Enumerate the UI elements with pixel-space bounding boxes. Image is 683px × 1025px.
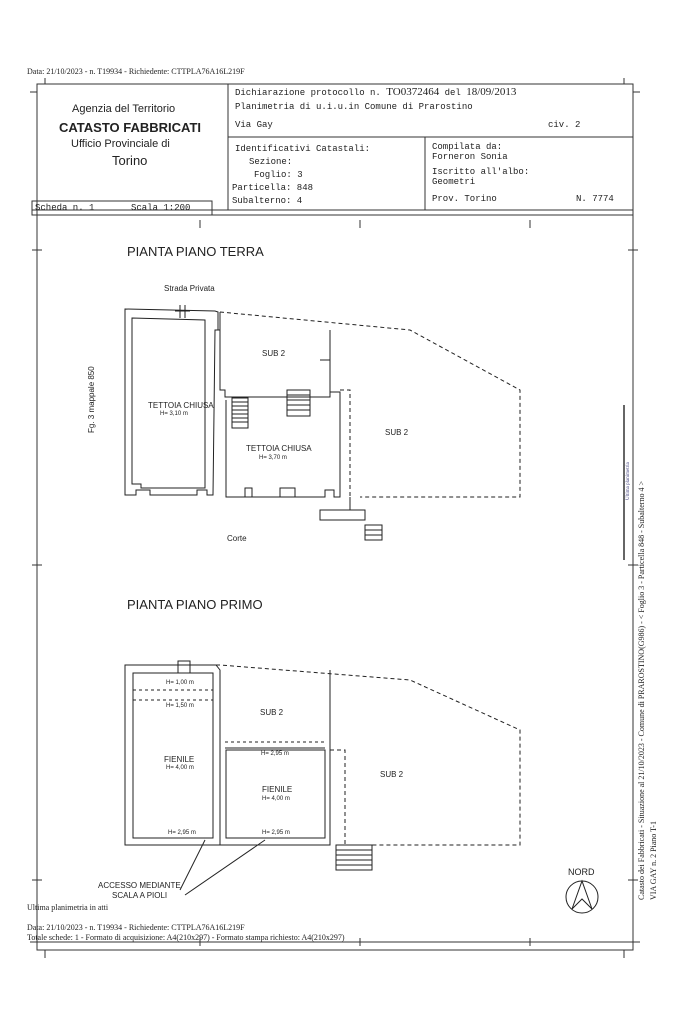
header-request-line: Data: 21/10/2023 - n. T19934 - Richiedente: CTTPLA76A16L219F [27, 67, 245, 76]
footer-totale: Totale schede: 1 - Formato di acquisizione: A4(210x297) - Formato stampa richiesto: A4(210x297) [27, 933, 345, 942]
tettoia-1-height: H= 3,10 m [160, 411, 188, 417]
accesso-line-2: SCALA A PIOLI [112, 891, 168, 900]
sezione: Sezione: [249, 157, 293, 167]
fienile-1: FIENILE [164, 755, 195, 764]
declaration-row: Dichiarazione protocollo n. TO0372464 del 18/09/2013 [235, 86, 517, 98]
prov-label: Prov. Torino [432, 194, 497, 204]
footer-data: Data: 21/10/2023 - n. T19934 - Richiedente: CTTPLA76A16L219F [27, 923, 245, 932]
compilata-name: Forneron Sonia [432, 152, 508, 162]
iscritto-label: Iscritto all'albo: [432, 167, 530, 177]
tettoia-1: TETTOIA CHIUSA [148, 401, 214, 410]
ufficio-label: Ufficio Provinciale di [71, 138, 170, 150]
fienile-2-height: H= 4,00 m [262, 796, 290, 802]
first-sub2-left: SUB 2 [260, 708, 284, 717]
h-150: H= 1,50 m [166, 703, 194, 709]
corte-label: Corte [227, 534, 247, 543]
nord-label: NORD [568, 867, 595, 877]
h-295-left: H= 2,95 m [168, 830, 196, 836]
albo-label: Geometri [432, 177, 476, 187]
ground-floor-title: PIANTA PIANO TERRA [127, 244, 264, 259]
particella: Particella: 848 [232, 183, 314, 193]
ground-sub2-left: SUB 2 [262, 349, 286, 358]
h-295-right: H= 2,95 m [262, 830, 290, 836]
outer-frame [37, 84, 633, 950]
scala-label: Scala 1:200 [131, 203, 191, 213]
ground-sub2-right: SUB 2 [385, 428, 409, 437]
scheda-label: Scheda n. 1 [35, 203, 95, 213]
civ-line: civ. 2 [548, 120, 581, 130]
agency-label: Agenzia del Territorio [72, 103, 176, 115]
mappale-label: Fg. 3 mappale 850 [87, 366, 96, 433]
numero-label: N. 7774 [576, 194, 614, 204]
north-arrow-icon [566, 881, 598, 913]
side-stamp-text: Ultima planimetria [626, 462, 631, 500]
fienile-1-height: H= 4,00 m [166, 765, 194, 771]
via-line: Via Gay [235, 120, 273, 130]
tettoia-2-height: H= 3,70 m [259, 455, 287, 461]
strada-label: Strada Privata [164, 284, 215, 293]
ground-floor-plan [125, 305, 520, 540]
catasto-label: CATASTO FABBRICATI [59, 120, 202, 135]
planimetria-line: Planimetria di u.i.u.in Comune di Prarostino [235, 102, 473, 112]
footer-ultima: Ultima planimetria in atti [27, 903, 109, 912]
fienile-2: FIENILE [262, 785, 293, 794]
first-sub2-right: SUB 2 [380, 770, 404, 779]
city-label: Torino [112, 153, 148, 168]
h-295-top: H= 2,95 m [261, 751, 289, 757]
first-floor-plan [125, 661, 520, 895]
first-floor-title: PIANTA PIANO PRIMO [127, 597, 263, 612]
identificativi-title: Identificativi Catastali: [235, 144, 371, 154]
accesso-line-1: ACCESSO MEDIANTE [98, 881, 181, 890]
h-100: H= 1,00 m [166, 680, 194, 686]
foglio: Foglio: 3 [254, 170, 303, 180]
side-address-text: VIA GAY n. 2 Piano T-1 [649, 821, 658, 900]
tettoia-2: TETTOIA CHIUSA [246, 444, 312, 453]
compilata-label: Compilata da: [432, 142, 503, 152]
subalterno: Subalterno: 4 [232, 196, 303, 206]
side-situazione-text: Catasto dei Fabbricati - Situazione al 21/10/2023 - Comune di PRAROSTINO(G986) - < Foglio 3 - Particella 848 - Subalterno 4 > [637, 481, 646, 900]
